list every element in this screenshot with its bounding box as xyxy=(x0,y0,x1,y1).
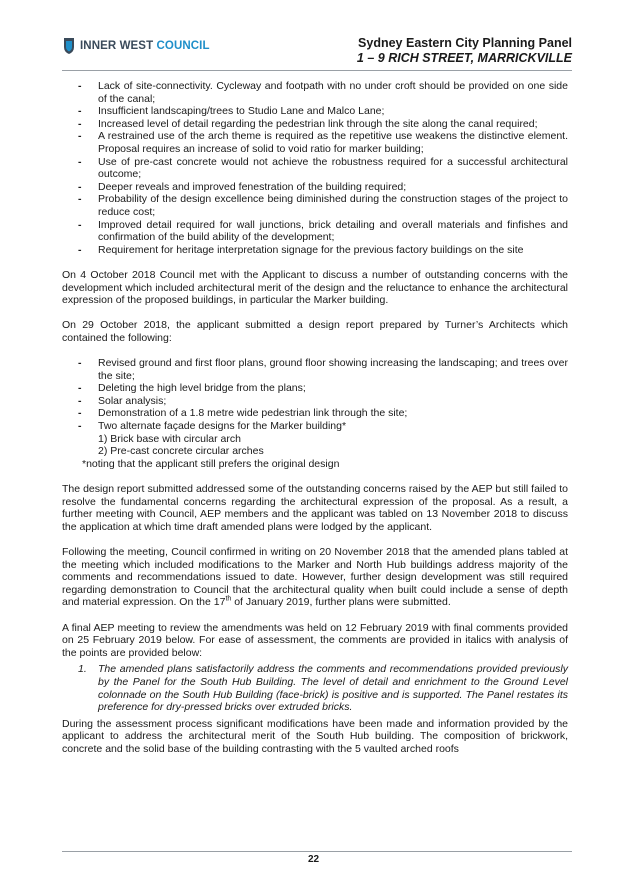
paragraph: The design report submitted addressed some of the outstanding concerns raised by the AEP but still failed to resolve the fundamental concerns regarding the architectural expression of the proposal. As a result, a further meeting with Council, AEP members and the applicant was tabled on 13 November 2018 to discuss the application at which time draft amended plans were lodged by the applicant. xyxy=(62,483,568,533)
header-divider xyxy=(62,70,572,71)
panel-title: Sydney Eastern City Planning Panel xyxy=(358,36,572,50)
list-item: - A restrained use of the arch theme is required as the repetitive use weakens the distinctive element. Proposal requires an increase of solid to void ratio for marker building; xyxy=(62,130,568,155)
council-emblem-icon xyxy=(62,38,76,54)
document-body xyxy=(62,80,568,768)
list-item: - Deleting the high level bridge from the plans; xyxy=(62,382,568,395)
list-item: 1. The amended plans satisfactorily address the comments and recommendations provided previously by the Panel for the South Hub Building. The level of detail and enrichment to the Ground Level colonnade on the South Hub Building (face-brick) is positive and is supported. The Panel restates its preference for dry-pressed bricks over extruded bricks. xyxy=(78,663,568,714)
list-item: - Demonstration of a 1.8 metre wide pedestrian link through the site; xyxy=(62,407,568,420)
list-item: - Improved detail required for wall junctions, brick detailing and overall materials and finfishes and confirmation of the build ability of the development; xyxy=(62,219,568,244)
list-item: - Revised ground and first floor plans, ground floor showing increasing the landscaping; and trees over the site; xyxy=(62,357,568,382)
page-header xyxy=(62,30,572,74)
footer-divider xyxy=(62,851,572,852)
page-number: 22 xyxy=(307,854,320,865)
list-item: - Requirement for heritage interpretation signage for the previous factory buildings on the site xyxy=(62,244,568,257)
list-item: - Increased level of detail regarding the pedestrian link through the site along the canal required; xyxy=(62,118,568,131)
site-address: 1 – 9 RICH STREET, MARRICKVILLE xyxy=(356,51,572,65)
header-titles xyxy=(357,36,572,66)
panel-comments-list xyxy=(62,663,568,713)
design-report-list xyxy=(62,357,568,433)
paragraph: During the assessment process significant modifications have been made and information provided by the applicant to address the architectural merit of the South Hub building. The composition of brickwork, concrete and the solid base of the building contrasting with the 5 vaulted arched roofs xyxy=(62,717,568,755)
list-item: - Solar analysis; xyxy=(62,395,568,408)
council-logo xyxy=(62,38,210,54)
paragraph: Following the meeting, Council confirmed in writing on 20 November 2018 that the amended plans tabled at the meeting which included modifications to the Marker and North Hub buildings address majority of the comments and recommendations issued to date. However, further design development was still required regarding demonstration to Council that the architectural quality when built could include a sense of depth and material expression. On the 17th of January 2019, further plans were submitted. xyxy=(62,545,568,609)
footnote: *noting that the applicant still prefers the original design xyxy=(82,457,340,470)
list-item: - Probability of the design excellence being diminished during the construction stages of the project to reduce cost; xyxy=(62,193,568,218)
concerns-list xyxy=(62,80,568,256)
list-item: - Use of pre-cast concrete would not achieve the robustness required for a successful architectural outcome; xyxy=(62,156,568,181)
paragraph: On 4 October 2018 Council met with the Applicant to discuss a number of outstanding concerns with the development which included architectural merit of the design and the reluctance to enhance the architectural expression of the proposed buildings, in particular the Marker building. xyxy=(62,268,568,307)
logo-text: INNER WEST COUNCIL xyxy=(80,40,210,52)
list-item: - Two alternate façade designs for the Marker building* xyxy=(62,420,568,433)
sublist-item: 1) Brick base with circular arch xyxy=(98,432,241,445)
sublist-item: 2) Pre-cast concrete circular arches xyxy=(98,445,264,458)
paragraph: On 29 October 2018, the applicant submitted a design report prepared by Turner’s Architects which contained the following: xyxy=(62,319,568,344)
list-item: - Deeper reveals and improved fenestration of the building required; xyxy=(62,181,568,194)
list-item: - Insufficient landscaping/trees to Studio Lane and Malco Lane; xyxy=(62,105,568,118)
list-item: - Lack of site-connectivity. Cycleway and footpath with no under croft should be provided on one side of the canal; xyxy=(62,80,568,105)
paragraph: A final AEP meeting to review the amendments was held on 12 February 2019 with final comments provided on 25 February 2019 below. For ease of assessment, the comments are provided in italics with analysis of the points are provided below: xyxy=(62,621,568,659)
